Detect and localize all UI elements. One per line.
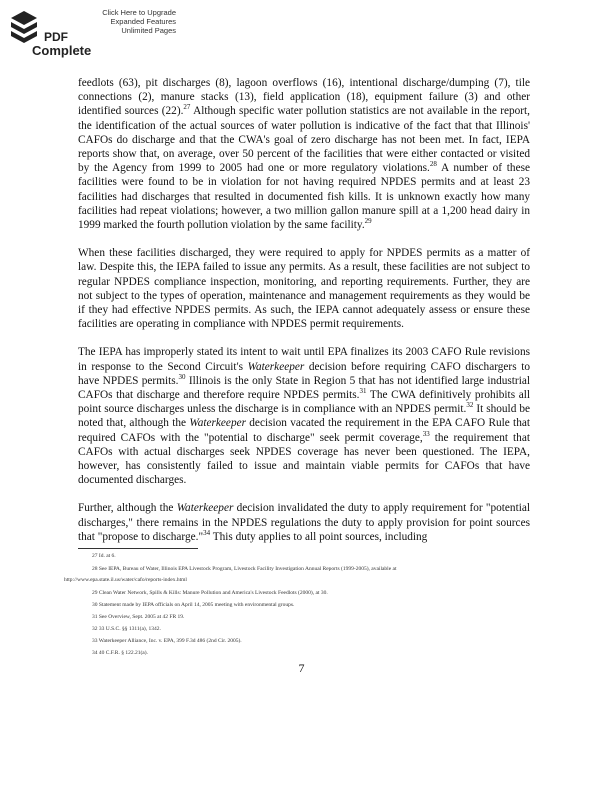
paragraph-text: Although specific water pollution statistics are not available in the report, the identification of the actual sources of water pollution is indicative of the fact that that Illinois' CAFOs do discharge and that the CWA's goal of zero discharge has not been met. In fact, IEPA reports show that, on average, over 50 percent of the facilities that were either contacted or visited by the Agency from 1999 to 2005 had one or more regulatory violations. <box>78 105 530 175</box>
footnote: 33 Waterkeeper Alliance, Inc. v. EPA, 399 F.3d 486 (2nd Cir. 2005). <box>92 638 242 644</box>
paragraph-text: The IEPA has improperly stated its intent to wait until EPA finalizes its 2003 CAFO Rule revisions in response to the Second Circuit's <box>78 346 530 373</box>
footnote: 28 See IEPA, Bureau of Water, Illinois EPA Livestock Program, Livestock Facility Investigation Annual Reports (1999-2005), available at <box>92 566 397 572</box>
paragraph-text: The CWA definitively prohibits all point source discharges unless the discharge is in compliance with an NPDES permit. <box>78 389 531 416</box>
document-body <box>78 76 530 558</box>
footnote: 29 Clean Water Network, Spills & Kills: Manure Pollution and America's Livestock Feedlots (2000), at 30. <box>92 590 328 596</box>
paragraph-text: decision before requiring CAFO dischargers to have NPDES permits. <box>78 360 530 387</box>
paragraph-text: decision vacated the requirement in the EPA CAFO Rule that required CAFOs with the "potential to discharge" seek permit coverage, <box>78 417 531 444</box>
case-name: Waterkeeper <box>176 502 234 515</box>
footnote-ref: 30 <box>178 373 186 382</box>
paragraph-text: the requirement that CAFOs with actual discharges seek NPDES coverage has never been questioned. The IEPA, however, has consistently failed to issue and maintain viable permits for CAFOs that have documented discharges. <box>78 431 530 487</box>
footnote-ref: 31 <box>359 387 367 396</box>
paragraph-text: Illinois is the only State in Region 5 that has not identified large industrial CAFOs that discharge and therefore require NPDES permits. <box>78 374 530 402</box>
footnote: 27 Id. at 6. <box>92 553 116 559</box>
paragraph-text: decision invalidated the duty to apply requirement for "potential discharges," there remains in the NPDES regulations the duty to apply provision for point sources that "propose to discharge." <box>78 502 530 543</box>
paragraph-text: A number of these facilities were found to be in violation for not having required NPDES permits and at least 23 facilities had discharges that resulted in documented fish kills. It is unknown exactly how many facilities had repeat violations; however, a two million gallon manure spill at a 1,200 head dairy in 1999 marked the fourth pollution violation by the same facility. <box>78 162 531 232</box>
paragraph: When these facilities discharged, they were required to apply for NPDES permits as a matter of law. Despite this, the IEPA failed to issue any permits. As a result, these facilities are not subject to regular NPDES compliance inspection, monitoring, and reporting requirements. Further, they are not subject to the types of operation, maintenance and management requirements as they would be if they had effective NPDES permits. As such, the IEPA cannot adequately assess or ensure these facilities are operating in compliance with NPDES permit requirements. <box>78 247 530 331</box>
paragraph <box>78 501 530 544</box>
case-name: Waterkeeper <box>247 360 305 373</box>
upgrade-promo[interactable] <box>84 8 176 35</box>
footnote-ref: 33 <box>422 429 430 438</box>
footnote: 31 See Overview, Sept. 2005 at 42 FR 19. <box>92 614 185 620</box>
footnote: 32 33 U.S.C. §§ 1311(a), 1342. <box>92 626 161 632</box>
product-name-pdf: PDF <box>44 30 68 44</box>
product-name-complete: Complete <box>32 43 92 58</box>
footnote-ref: 32 <box>466 401 474 410</box>
footnote-ref: 34 <box>203 529 211 538</box>
promo-line: Unlimited Pages <box>121 26 176 35</box>
paragraph <box>78 76 530 232</box>
footnote-divider <box>78 548 198 549</box>
pdf-complete-watermark[interactable] <box>4 6 176 58</box>
paragraph-text: feedlots (63), pit discharges (8), lagoon overflows (16), intentional discharge/dumping (7), tile connections (2), manure stacks (13), field application (18), equipment failure (3) and other identified sources (22). <box>78 77 530 118</box>
paragraph-text: Further, although the <box>78 502 177 515</box>
paragraph-text: This duty applies to all point sources, including <box>210 530 428 543</box>
promo-line: Expanded Features <box>110 17 176 26</box>
footnote-ref: 27 <box>183 103 191 112</box>
case-name: Waterkeeper <box>189 417 246 430</box>
footnote-link[interactable]: http://www.epa.state.il.us/water/cafo/reports-index.html <box>64 577 187 583</box>
paragraph <box>78 345 530 487</box>
footnote: 34 40 C.F.R. § 122.21(a). <box>92 650 148 656</box>
promo-line: Click Here to Upgrade <box>102 8 176 17</box>
footnote-ref: 29 <box>364 217 372 226</box>
footnote-ref: 28 <box>429 160 437 169</box>
footnote: 30 Statement made by IEPA officials on April 14, 2005 meeting with environmental groups. <box>92 602 295 608</box>
page-number: 7 <box>298 661 305 675</box>
pdf-complete-logo-icon <box>10 10 38 44</box>
paragraph-text: It should be noted that, although the <box>78 403 530 430</box>
